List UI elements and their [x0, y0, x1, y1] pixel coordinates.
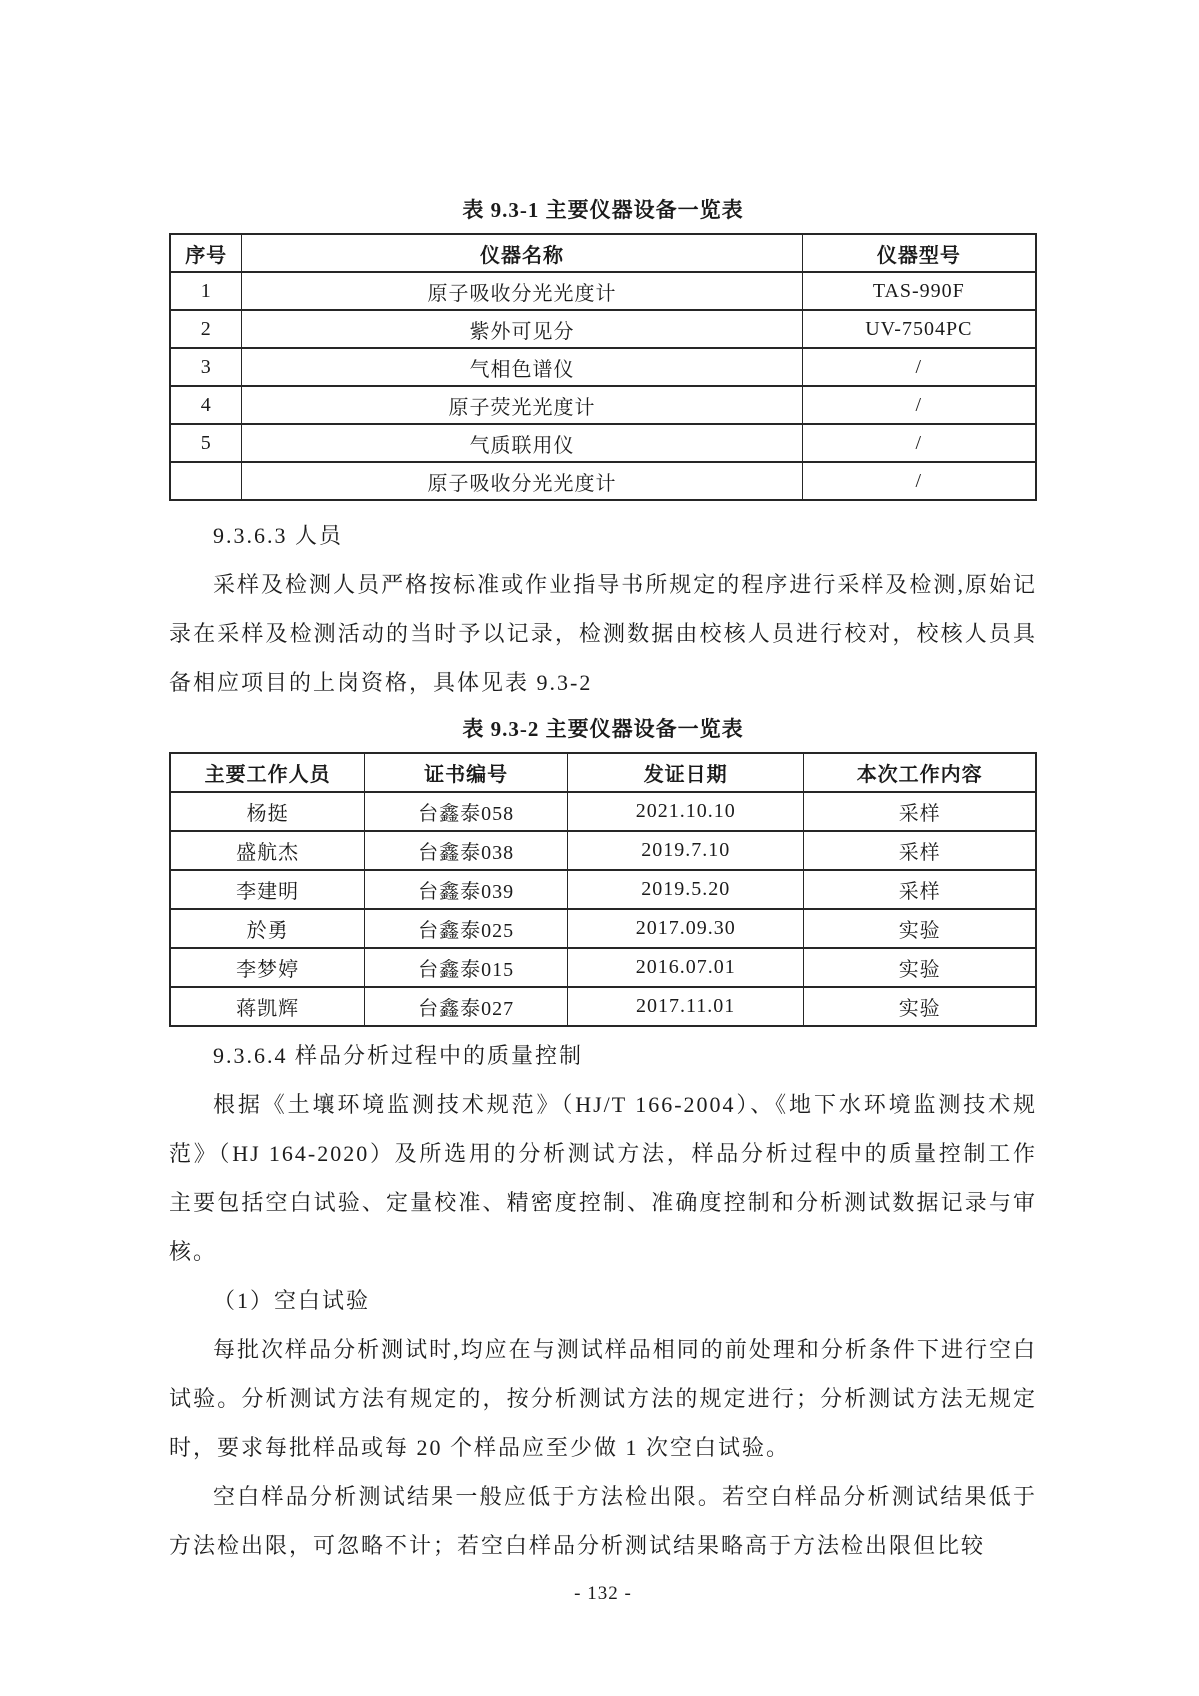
table-cell: 气质联用仪 [242, 424, 802, 462]
table-cell: 台鑫泰039 [365, 870, 568, 909]
column-header: 仪器型号 [802, 234, 1036, 272]
table-header-row [170, 753, 1036, 792]
table-cell: 气相色谱仪 [242, 348, 802, 386]
list-item-blank-test: （1）空白试验 [213, 1288, 371, 1313]
column-header: 主要工作人员 [170, 753, 365, 792]
table-row [170, 310, 1036, 348]
table-cell: 2017.11.01 [567, 987, 803, 1026]
column-header: 序号 [170, 234, 242, 272]
table-row [170, 348, 1036, 386]
table-cell: 采样 [804, 870, 1036, 909]
table-cell: 2016.07.01 [567, 948, 803, 987]
table-row [170, 831, 1036, 870]
instrument-table [169, 233, 1037, 501]
column-header: 仪器名称 [242, 234, 802, 272]
table-cell: 2017.09.30 [567, 909, 803, 948]
column-header: 本次工作内容 [804, 753, 1036, 792]
table-cell: TAS-990F [802, 272, 1036, 310]
table-row [170, 424, 1036, 462]
table1-title: 表 9.3-1 主要仪器设备一览表 [462, 198, 744, 222]
table-cell: 1 [170, 272, 242, 310]
column-header: 证书编号 [365, 753, 568, 792]
table2-title: 表 9.3-2 主要仪器设备一览表 [462, 717, 744, 741]
table-cell: 盛航杰 [170, 831, 365, 870]
paragraph-qc-intro: 根据《土壤环境监测技术规范》（HJ/T 166-2004）、《地下水环境监测技术规范》（HJ 164-2020）及所选用的分析测试方法，样品分析过程中的质量控制工作主要包括空白试验、定量校准、精密度控制、准确度控制和分析测试数据记录与审核。 [169, 1092, 1037, 1264]
table-cell: 采样 [804, 792, 1036, 831]
table-row [170, 948, 1036, 987]
table-row [170, 792, 1036, 831]
table-cell: 采样 [804, 831, 1036, 870]
table-cell: 台鑫泰025 [365, 909, 568, 948]
table-cell: 李建明 [170, 870, 365, 909]
table-row [170, 870, 1036, 909]
table-cell: 台鑫泰038 [365, 831, 568, 870]
paragraph-personnel: 采样及检测人员严格按标准或作业指导书所规定的程序进行采样及检测,原始记录在采样及检测活动的当时予以记录，检测数据由校核人员进行校对，校核人员具备相应项目的上岗资格，具体见表 9.3-2 [169, 572, 1037, 695]
table-header-row [170, 234, 1036, 272]
table-cell: 杨挺 [170, 792, 365, 831]
table-cell: / [802, 424, 1036, 462]
table-cell: 实验 [804, 987, 1036, 1026]
table-cell: 原子吸收分光光度计 [242, 462, 802, 500]
table-cell: 李梦婷 [170, 948, 365, 987]
table-row [170, 462, 1036, 500]
column-header: 发证日期 [567, 753, 803, 792]
table-row [170, 272, 1036, 310]
table-row [170, 909, 1036, 948]
table-cell: 2019.5.20 [567, 870, 803, 909]
table-cell: 3 [170, 348, 242, 386]
table-cell: 於勇 [170, 909, 365, 948]
table-cell: 原子荧光光度计 [242, 386, 802, 424]
section-heading-9-3-6-4: 9.3.6.4 样品分析过程中的质量控制 [213, 1043, 584, 1068]
table-cell: 紫外可见分 [242, 310, 802, 348]
paragraph-blank-test-1: 每批次样品分析测试时,均应在与测试样品相同的前处理和分析条件下进行空白试验。分析测试方法有规定的，按分析测试方法的规定进行；分析测试方法无规定时，要求每批样品或每 20 个样品应至少做 1 次空白试验。 [169, 1337, 1037, 1460]
table-cell: 蒋凯辉 [170, 987, 365, 1026]
personnel-table-body [170, 792, 1036, 1026]
table-cell: 原子吸收分光光度计 [242, 272, 802, 310]
table-cell: 4 [170, 386, 242, 424]
table-cell: 台鑫泰027 [365, 987, 568, 1026]
table-cell: 台鑫泰058 [365, 792, 568, 831]
table-cell: 实验 [804, 909, 1036, 948]
personnel-table [169, 752, 1037, 1027]
section-heading-9-3-6-3: 9.3.6.3 人员 [213, 523, 344, 548]
table-cell: / [802, 462, 1036, 500]
instrument-table-body [170, 272, 1036, 500]
table-cell: / [802, 386, 1036, 424]
table-row [170, 987, 1036, 1026]
table-cell: 2 [170, 310, 242, 348]
table-row [170, 386, 1036, 424]
page-number: - 132 - [574, 1583, 632, 1604]
table-cell: 台鑫泰015 [365, 948, 568, 987]
table-cell: / [802, 348, 1036, 386]
paragraph-blank-test-2: 空白样品分析测试结果一般应低于方法检出限。若空白样品分析测试结果低于方法检出限，可忽略不计；若空白样品分析测试结果略高于方法检出限但比较 [169, 1484, 1037, 1558]
table-cell: 5 [170, 424, 242, 462]
table-cell [170, 462, 242, 500]
table-cell: 实验 [804, 948, 1036, 987]
table-cell: 2019.7.10 [567, 831, 803, 870]
table-cell: UV-7504PC [802, 310, 1036, 348]
table-cell: 2021.10.10 [567, 792, 803, 831]
